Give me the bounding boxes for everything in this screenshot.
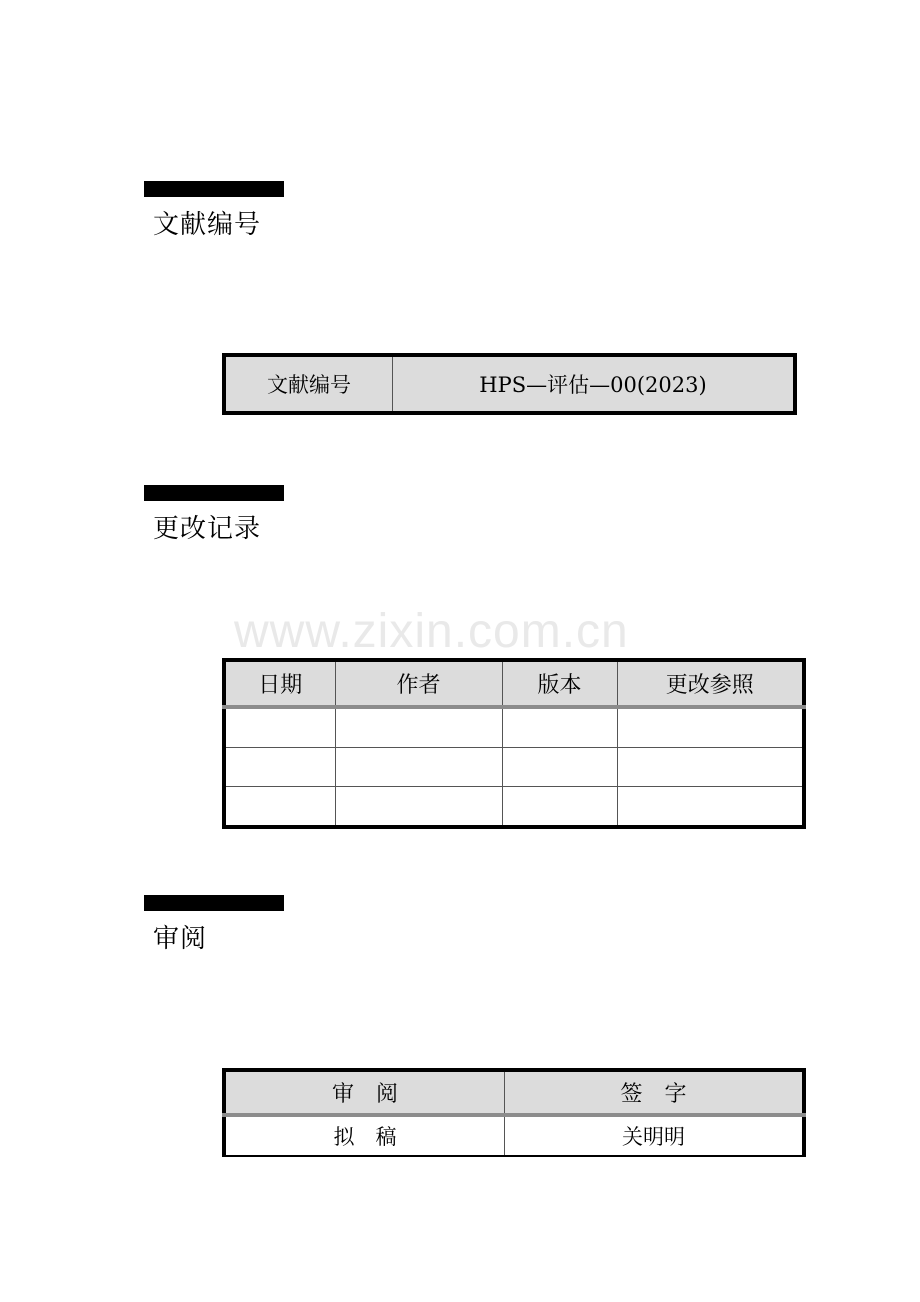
table-cell (617, 787, 804, 828)
table-cell (224, 707, 335, 748)
doc-number-table (222, 353, 797, 415)
doc-number-label: 文献编号 (224, 355, 393, 413)
table-row (224, 707, 804, 748)
table-cell (502, 748, 617, 787)
table-header-row (224, 1070, 804, 1115)
column-header-date: 日期 (224, 660, 335, 707)
section-bar (144, 485, 284, 501)
table-row (224, 1115, 804, 1156)
table-row (224, 355, 795, 413)
change-log-table (222, 658, 806, 829)
table-cell (335, 748, 502, 787)
section-title-review: 审阅 (153, 924, 208, 954)
column-header-author: 作者 (335, 660, 502, 707)
review-role-cell: 拟 稿 (224, 1115, 505, 1156)
table-cell (617, 748, 804, 787)
review-table (222, 1068, 806, 1157)
column-header-change-ref: 更改参照 (617, 660, 804, 707)
table-cell (224, 748, 335, 787)
section-bar (144, 181, 284, 197)
section-title-change-log: 更改记录 (153, 514, 262, 544)
doc-number-value: HPS—评估—00(2023) (393, 355, 796, 413)
column-header-signature: 签 字 (505, 1070, 805, 1115)
signature-cell: 关明明 (505, 1115, 805, 1156)
table-cell (335, 787, 502, 828)
section-title-doc-number: 文献编号 (153, 210, 262, 240)
table-cell (502, 707, 617, 748)
table-cell (335, 707, 502, 748)
column-header-review: 审 阅 (224, 1070, 505, 1115)
table-row (224, 787, 804, 828)
table-row (224, 748, 804, 787)
table-cell (502, 787, 617, 828)
watermark: www.zixin.com.cn (234, 605, 629, 658)
table-cell (224, 787, 335, 828)
table-header-row (224, 660, 804, 707)
table-cell (617, 707, 804, 748)
section-bar (144, 895, 284, 911)
column-header-version: 版本 (502, 660, 617, 707)
